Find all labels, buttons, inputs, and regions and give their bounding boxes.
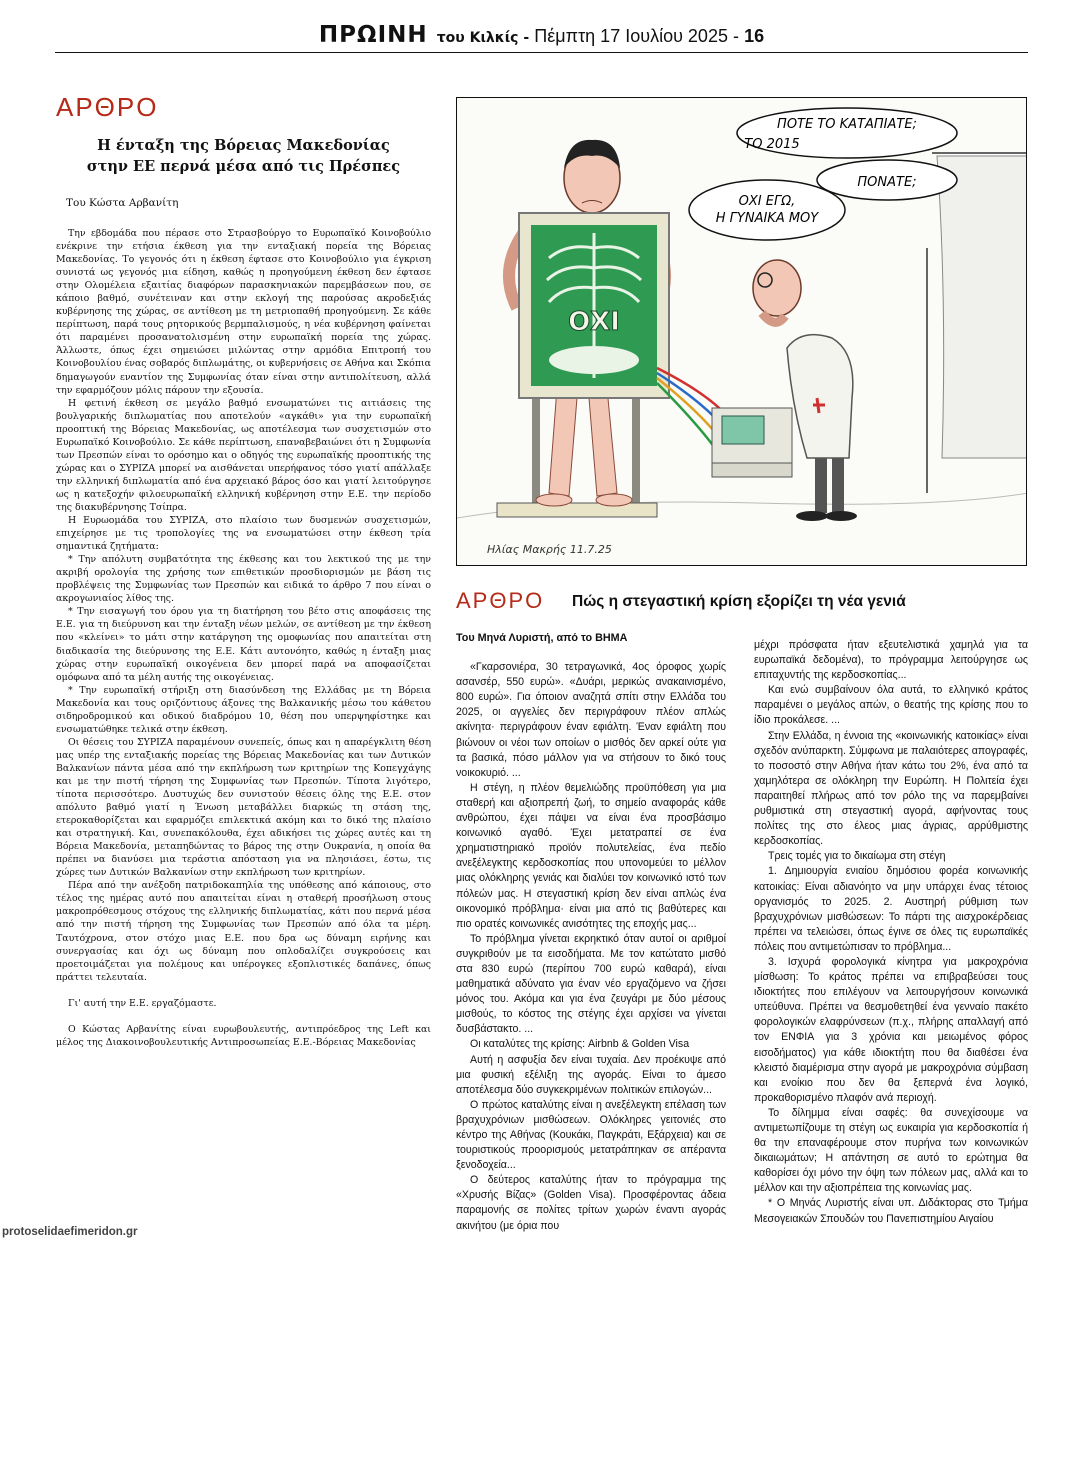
article-1-title-line-1: Η ένταξη της Βόρειας Μακεδονίας [97, 137, 390, 154]
article-1-paragraph: * Την ευρωπαϊκή στήριξη στη διασύνδεση της Ελλάδας με τη Βόρεια Μακεδονία και τους οριζόντιους άξονες της Βαλκανικής μέσω του κάθετου σιδηροδρομικού και οδικού διαδρόμου 10, θέση που υπερψηφίστηκε και ενσωματώθηκε τελικά στην έκθεση. [56, 684, 431, 735]
article-2-paragraph: 3. Ισχυρά φορολογικά κίνητρα για μακροχρόνια μίσθωση: Το κράτος πρέπει να επιβραβεύσει τους ιδιοκτήτες που επιλέγουν να λειτουργήσουν κοινωνικά υπεύθυνα. Πρέπει να θεσμοθετηθεί ένα γενναίο πακέτο φορολογικών ελαφρύνσεων (π.χ., πλήρης απαλλαγή από τον ΕΝΦΙΑ για 3 χρόνια και μειωμένος φόρος εισοδήματος) για κάθε ιδιοκτήτη που θα διαθέσει ένα κλειστό διαμέρισμα στην αγορά με μακροχρόνια σύμβαση και ενοίκιο που δεν θα ξεπερνά ένα λογικό, προκαθορισμένο πλαφόν ανά περιοχή. [754, 955, 1028, 1104]
article-1-paragraph: * Την εισαγωγή του όρου για τη διατήρηση του βέτο στις αποφάσεις της Ε.Ε. για τη διεύρυνση και την ένταξη νέων μελών, σε αντίθεση με την έκθεση που «κλείνει» το μάτι στην κατάργηση της ομοφωνίας που απαιτείται στη διαδικασία της διεύρυνσης της Ε.Ε. Κάτι αυτονόητο, καθώς η ένταξη μιας χώρας στην ευρωπαϊκή οικογένεια δεν μπορεί παρά να αποφασίζεται ομόφωνα από τα μέλη αυτής της οικογένειας. [56, 606, 431, 683]
site-watermark: protoselidaefimeridon.gr [2, 1226, 138, 1238]
issue-date: Πέμπτη 17 Ιουλίου 2025 - [534, 26, 739, 46]
doctor-leg-right [832, 458, 844, 513]
doctor-shoe-right [825, 511, 857, 521]
article-2-paragraph: 1. Δημιουργία ενιαίου δημόσιου φορέα κοινωνικής κατοικίας: Είναι αδιανόητο να μην υπάρχει ένας τέτοιος οργανισμός το 2025. 2. Αυστηρή ρύθμιση των βραχυχρόνιων μισθώσεων: Το πάρτι της αισχροκέρδειας πρέπει να τελειώσει, όπως έγινε σε όλες τις ευρωπαϊκές πόλεις που αντιμετώπισαν το πρόβλημα... [754, 865, 1028, 953]
article-2-paragraph: μέχρι πρόσφατα ήταν εξευτελιστικά χαμηλά για τα ευρωπαϊκά δεδομένα), το πρόγραμμα λειτούργησε ως επιταχυντής της κερδοσκοπίας... [754, 639, 1028, 682]
monitor-cart [712, 463, 792, 477]
article-1-title [56, 135, 431, 177]
article-2-subheading: Οι καταλύτες της κρίσης: Airbnb & Golden Visa [470, 1038, 690, 1051]
doctor-coat [787, 335, 853, 458]
bubble-1-line-2: ΤΟ 2015 [744, 137, 800, 152]
doctor-leg-left [815, 458, 827, 513]
article-1-paragraph: Οι θέσεις του ΣΥΡΙΖΑ παραμένουν συνεπείς, όπως και η απαρέγκλιτη θέση μας υπέρ της ενταξιακής πορείας της Βόρειας Μακεδονίας και των Δυτικών Βαλκανίων πάντα μέσα από την εκπλήρωση των κριτηρίων της Κοπεγχάγης και με την πιστή τήρηση της Συμφωνίας των Πρεσπών. Τίποτα λιγότερο, τίποτα περισσότερο. Δυστυχώς δεν συνιστούν θέσεις όλης της Ε.Ε. στον απόλυτο βαθμό γιατί η Ένωση μεταβάλλει διαρκώς τη στάση της, ετεροκαθορίζεται και εφαρμόζει επιλεκτικά ακόμη και το δικό της πλαίσιο και στρατηγική. Και, συνεπακόλουθα, έχει αδικήσει τις χώρες αυτές και τη Βόρεια Μακεδονία, μεταπηδώντας το βάρος της στην Ουκρανία, η οποία θα πρέπει να διανύσει μια τεράστια απόσταση για να πλησιάσει, έστω, τις χώρες των Δυτικών Βαλκανίων στην εκπλήρωση των κριτηρίων. [56, 736, 431, 879]
article-2-paragraph: Ο δεύτερος καταλύτης ήταν το πρόγραμμα της «Χρυσής Βίζας» (Golden Visa). Προσφέροντας άδεια παραμονής σε πολίτες τρίτων χωρών έναντι αγοράς ακινήτου (με όρια που [456, 1174, 726, 1232]
article-2-header [456, 586, 1036, 616]
cartoon-illustration [457, 98, 1027, 566]
bubble-3-line-2: Η ΓΥΝΑΙΚΑ ΜΟΥ [715, 211, 819, 226]
article-1-paragraph: * Την απόλυτη συμβατότητα της έκθεσης και του λεκτικού της με την ακριβή ορολογία της χρήσης των επιθετικών προσδιορισμών με βάση τις προβλέψεις της Συμφωνίας των Πρεσπών και ειδικά το άρθρο 7 που είναι ο ακρογωνιαίος λίθος της. [56, 554, 431, 605]
newspaper-subtitle: του Κιλκίς - [436, 30, 530, 46]
article-2-rubric: ΑΡΘΡΟ [456, 588, 545, 613]
xray-pelvis [549, 346, 639, 374]
article-1-author-note: Ο Κώστας Αρβανίτης είναι ευρωβουλευτής, αντιπρόεδρος της Left και μέλος της Διακοινοβουλευτικής Αντιπροσωπείας Ε.Ε.-Βόρειας Μακεδονίας [56, 1023, 431, 1048]
article-1 [56, 92, 431, 1049]
doctor-shoe-left [796, 511, 828, 521]
curtain [937, 156, 1027, 458]
article-2-paragraph: Το πρόβλημα γίνεται εκρηκτικό όταν αυτοί οι αριθμοί συγκριθούν με τα εισοδήματα. Με τον κατώτατο μισθό στα 830 ευρώ (περίπου 700 ευρώ καθαρά), είναι μαθηματικά αδύνατο για έναν νέο εργαζόμενο να ζήσει μόνος του. Ακόμα και για ένα ζευγάρι με δύο μέσους μισθούς, το κόστος της στέγης έχει αρχίσει να γίνεται δυσβάστακτο. ... [456, 932, 726, 1036]
stand-base [497, 503, 657, 517]
page-number: 16 [744, 26, 765, 46]
article-1-body [56, 227, 431, 1049]
article-1-paragraph: Η Ευρωομάδα του ΣΥΡΙΖΑ, στο πλαίσιο των δυσμενών συσχετισμών, επιχείρησε με τις τροπολογίες της να ενσωματώσει στην έκθεση τρία σημαντικά ζητήματα: [56, 515, 431, 553]
article-2-author-note: * Ο Μηνάς Λυριστής είναι υπ. Διδάκτορας στο Τμήμα Μεσογειακών Σπουδών του Πανεπιστημίου Αιγαίου [754, 1197, 1028, 1225]
monitor-screen [722, 416, 764, 444]
patient-foot-right [596, 494, 632, 506]
article-2-paragraph: Και ενώ συμβαίνουν όλα αυτά, το ελληνικό κράτος παραμένει ο μεγάλος απών, ο θεατής της κρίσης που το ίδιο προκάλεσε. ... [754, 684, 1028, 727]
article-1-byline: Του Κώστα Αρβανίτη [66, 197, 179, 209]
article-1-paragraph: Την εβδομάδα που πέρασε στο Στρασβούργο το Ευρωπαϊκό Κοινοβούλιο ενέκρινε την ετήσια έκθεση για την ενταξιακή πορεία της Βόρειας Μακεδονίας. Το γεγονός ότι η έκθεση έφτασε στο Κοινοβούλιο για έγκριση συνιστά ως γεγονός μια είδηση, καθώς η προηγούμενη έκθεση δεν έφτασε στην Ολομέλεια εξαιτίας διαφόρων παρασκηνιακών παρεμβάσεων που, σε κάποιο βαθμό, συνέτειναν και στην εκλογή της παρούσας ακροδεξιάς κυβέρνησης της χώρας, σε αντίθεση με τη μετριοπαθή προηγούμενη. Σε κάθε περίπτωση, παρά τους ρητορικούς βερμπαλισμούς, η νέα κυβέρνηση φαίνεται ότι παραμένει προσανατολισμένη στην ευρωπαϊκή πορεία της χώρας. Άλλωστε, όπως έχει σημειώσει μιλώντας στην αρμόδια Επιτροπή του Κοινοβουλίου ένας σοβαρός διπλωμάτης, οι κυβερνήσεις σε Αθήνα και Σκόπια δημαγωγούν εναντίον της Συμφωνίας όταν είναι στην αντιπολίτευση, αλλά την εφαρμόζουν μόλις πάρουν την εξουσία. [56, 228, 431, 396]
xray-text: ΟΧΙ [568, 307, 620, 337]
article-2-subheading: Τρεις τομές για το δικαίωμα στη στέγη [768, 850, 946, 863]
bubble-2-text: ΠΟΝΑΤΕ; [857, 175, 917, 190]
article-2-title: Πώς η στεγαστική κρίση εξορίζει τη νέα γενιά [572, 593, 906, 610]
patient-foot-left [536, 494, 572, 506]
masthead [55, 22, 1028, 53]
article-2-paragraph: Η στέγη, η πλέον θεμελιώδης προϋπόθεση για μια σταθερή και αξιοπρεπή ζωή, το σημείο αναφοράς κάθε ανθρώπου, έχει πάψει να είναι ένα προσβάσιμο κοινωνικό αγαθό. Έχει μετατραπεί σε ένα χρηματιστηριακό προϊόν πολυτελείας, ένα πεδίο ανεξέλεγκτης κερδοσκοπίας που υπονομεύει το μέλλον μιας ολόκληρης γενιάς και διαλύει τον κοινωνικό ιστό των πόλεών μας. Η στεγαστική κρίση δεν είναι απλώς ένα οικονομικό πρόβλημα· είναι μια από τις βαθύτερες και πιο ορατές κοινωνικές ανισότητες της εποχής μας... [456, 781, 726, 930]
article-2-paragraph: Στην Ελλάδα, η έννοια της «κοινωνικής κατοικίας» είναι σχεδόν ανύπαρκτη. Σύμφωνα με παλαιότερες απογραφές, το ποσοστό στην Αθήνα ήταν κάτω του 2%, ένα από τα χαμηλότερα σε ολόκληρη την Ευρώπη. Η Πολιτεία έχει παραιτηθεί πλήρως από τον ρόλο της να παρεμβαίνει ρυθμιστικά στη στεγαστική αγορά, αφήνοντας τους πολίτες της στο έλεος μιας άγριας, αρρύθμιστης κερδοσκοπίας. [754, 729, 1028, 848]
newspaper-logo: ΠΡΩΙΝΗ [318, 22, 428, 48]
article-1-paragraph: Η φετινή έκθεση σε μεγάλο βαθμό ενσωματώνει τις αιτιάσεις της βουλγαρικής διπλωματίας που αποτελούν «αγκάθι» για την ευρωπαϊκή προοπτική της Βόρειας Μακεδονίας, ως αποτέλεσμα των συσχετισμών στο Ευρωπαϊκό Κοινοβούλιο. Σε κάθε περίπτωση, επαναβεβαιώνει ότι η Συμφωνία των Πρεσπών είναι το ορόσημο και ο οδηγός της ευρωπαϊκής προοπτικής της χώρας και ο ΣΥΡΙΖΑ μπορεί να αισθάνεται υπερήφανος τόσο γιατί απάλλαξε την ελληνική διπλωματία από ένα αρχειακό βάρος όσο και γιατί λειτούργησε ως η κατεξοχήν φιλοευρωπαϊκή ελληνική κυβέρνηση στην Ε.Ε. την περίοδο της διακυβέρνησης Τσίπρα. [56, 397, 431, 513]
article-1-rubric: ΑΡΘΡΟ [56, 92, 159, 122]
cartoonist-signature: Ηλίας Μακρής 11.7.25 [487, 543, 612, 556]
article-2-paragraph: «Γκαρσονιέρα, 30 τετραγωνικά, 4ος όροφος χωρίς ασανσέρ, 550 ευρώ». «Δυάρι, μερικώς ανακαινισμένο, 800 ευρώ». Για όποιον αναζητά σπίτι στην Ελλάδα του 2025, οι αγγελίες δεν περιγράφουν πλέον απλώς ακίνητα· περιγράφουν έναν εφιάλτη. Έναν εφιάλτη που βιώνουν οι νέοι των οποίων ο μισθός δεν αρκεί ούτε για τα βασικά, πόσο μάλλον για να στήσουν το δικό τους νοικοκυριό. ... [456, 661, 726, 779]
article-2-column-2 [754, 638, 1028, 1227]
article-2-paragraph: Το δίλημμα είναι σαφές: θα συνεχίσουμε να αντιμετωπίζουμε τη στέγη ως ευκαιρία για κερδοσκοπία ή θα την επαναφέρουμε στον πυρήνα των κοινωνικών δικαιωμάτων; Η απάντηση σε αυτό το ερώτημα θα καθορίσει όχι μόνο την όψη των πόλεων μας, αλλά και το μέλλον και την αξιοπρέπεια της κοινωνίας μας. [754, 1106, 1028, 1195]
patient-leg-right [589, 388, 617, 496]
article-2-byline: Του Μηνά Λυριστή, από το ΒΗΜΑ [456, 632, 628, 644]
bubble-1-line-1: ΠΟΤΕ ΤΟ ΚΑΤΑΠΙΑΤΕ; [777, 117, 917, 132]
editorial-cartoon [456, 97, 1027, 566]
article-2-column-1 [456, 631, 726, 1234]
speech-bubble-3 [689, 180, 845, 240]
article-1-closing: Γι' αυτή την Ε.Ε. εργαζόμαστε. [68, 997, 217, 1009]
article-1-paragraph: Πέρα από την ανέξοδη πατριδοκαπηλία της υπόθεσης από κάποιους, στο τέλος της ημέρας αυτό που απαιτείται είναι η σταθερή προσήλωση στους μακροπρόθεσμους στόχους της ελληνικής διπλωματίας, κάτι που περνά μέσα από την πιστή τήρηση της Συμφωνίας των Πρεσπών από όλα τα μέρη. Ταυτόχρονα, στον στόχο μιας Ε.Ε. που δρα ως δύναμη ειρήνης και συνεργασίας και όχι ως δύναμη που οπλοδαλίζει συγκρούσεις και προετοιμάζεται για πολέμους και υπέρογκες εξοπλιστικές δαπάνες, όπως πράττει τελευταία. [56, 880, 431, 983]
article-1-title-line-2: στην ΕΕ περνά μέσα από τις Πρέσπες [86, 158, 401, 175]
doctor-head [753, 260, 801, 316]
patient-leg-left [549, 388, 577, 496]
article-2-paragraph: Ο πρώτος καταλύτης είναι η ανεξέλεγκτη επέλαση των βραχυχρόνιων μισθώσεων. Ολόκληρες γειτονιές στο κέντρο της Αθήνας (Κουκάκι, Παγκράτι, Εξάρχεια) και σε τουριστικούς προορισμούς μετατράπηκαν σε απέραντα ξενοδοχεία... [456, 1098, 726, 1172]
bubble-3-line-1: ΟΧΙ ΕΓΩ, [738, 194, 796, 209]
article-2-paragraph: Αυτή η ασφυξία δεν είναι τυχαία. Δεν προέκυψε από μια φυσική εξέλιξη της αγοράς. Είναι το άμεσο αποτέλεσμα δύο συγκεκριμένων πολιτικών επιλογών... [456, 1053, 726, 1096]
